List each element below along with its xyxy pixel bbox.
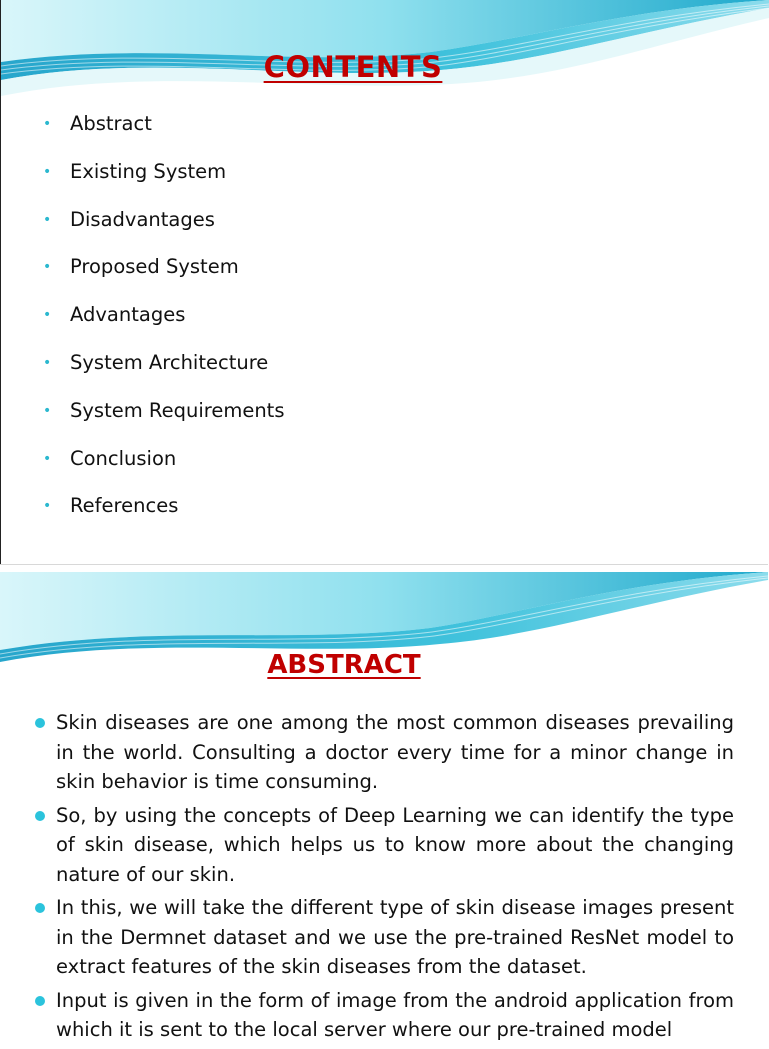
- bullet-icon: •: [43, 498, 52, 515]
- contents-list: [43, 110, 284, 540]
- section-title: ABSTRACT: [267, 650, 421, 680]
- list-item: [43, 206, 284, 254]
- list-item-label: System Requirements: [70, 398, 285, 422]
- list-item: [43, 445, 284, 493]
- list-item: [43, 301, 284, 349]
- bullet-icon: •: [43, 402, 52, 419]
- bullet-icon: [34, 893, 56, 921]
- list-item-label: Proposed System: [70, 255, 239, 279]
- bullet-icon: •: [43, 211, 52, 228]
- page-title: CONTENTS: [263, 50, 443, 84]
- list-item: [43, 492, 284, 540]
- list-item: [34, 893, 734, 982]
- paragraph: In this, we will take the different type of skin disease images present in the Dermnet dataset and we use the pre-trained ResNet model to extract features of the skin diseases from the dataset.: [56, 896, 734, 978]
- paragraph: So, by using the concepts of Deep Learning we can identify the type of skin disease, which helps us to know more about the changing nature of our skin.: [56, 803, 734, 886]
- list-item-label: Disadvantages: [70, 207, 215, 231]
- abstract-list: [34, 708, 734, 1049]
- bullet-icon: [34, 801, 56, 829]
- bullet-icon: •: [43, 259, 52, 276]
- bullet-icon: [34, 986, 56, 1014]
- list-item: [34, 801, 734, 890]
- paragraph: Input is given in the form of image from the android application from which it is sent to the local server where our pre-trained model: [56, 988, 734, 1041]
- bullet-icon: •: [43, 307, 52, 324]
- list-item: [43, 397, 284, 445]
- list-item: [43, 253, 284, 301]
- bullet-icon: •: [43, 163, 52, 180]
- bullet-icon: •: [43, 450, 52, 467]
- list-item-label: Conclusion: [70, 446, 177, 470]
- list-item-label: Abstract: [70, 112, 152, 135]
- bullet-icon: [34, 708, 56, 736]
- list-item-label: System Architecture: [70, 350, 269, 374]
- list-item: [43, 349, 284, 397]
- list-item: [43, 158, 284, 206]
- list-item: [34, 986, 734, 1045]
- slide-abstract: [0, 572, 768, 1041]
- list-item-label: Existing System: [70, 159, 227, 183]
- bullet-icon: •: [43, 116, 52, 132]
- list-item: [43, 110, 284, 158]
- bullet-icon: •: [43, 354, 52, 371]
- list-item-label: Advantages: [70, 303, 186, 327]
- list-item-label: References: [70, 494, 179, 518]
- list-item: [34, 708, 734, 797]
- paragraph: Skin diseases are one among the most common diseases prevailing in the world. Consulting a doctor every time for a minor change in skin behavior is time consuming.: [56, 711, 734, 793]
